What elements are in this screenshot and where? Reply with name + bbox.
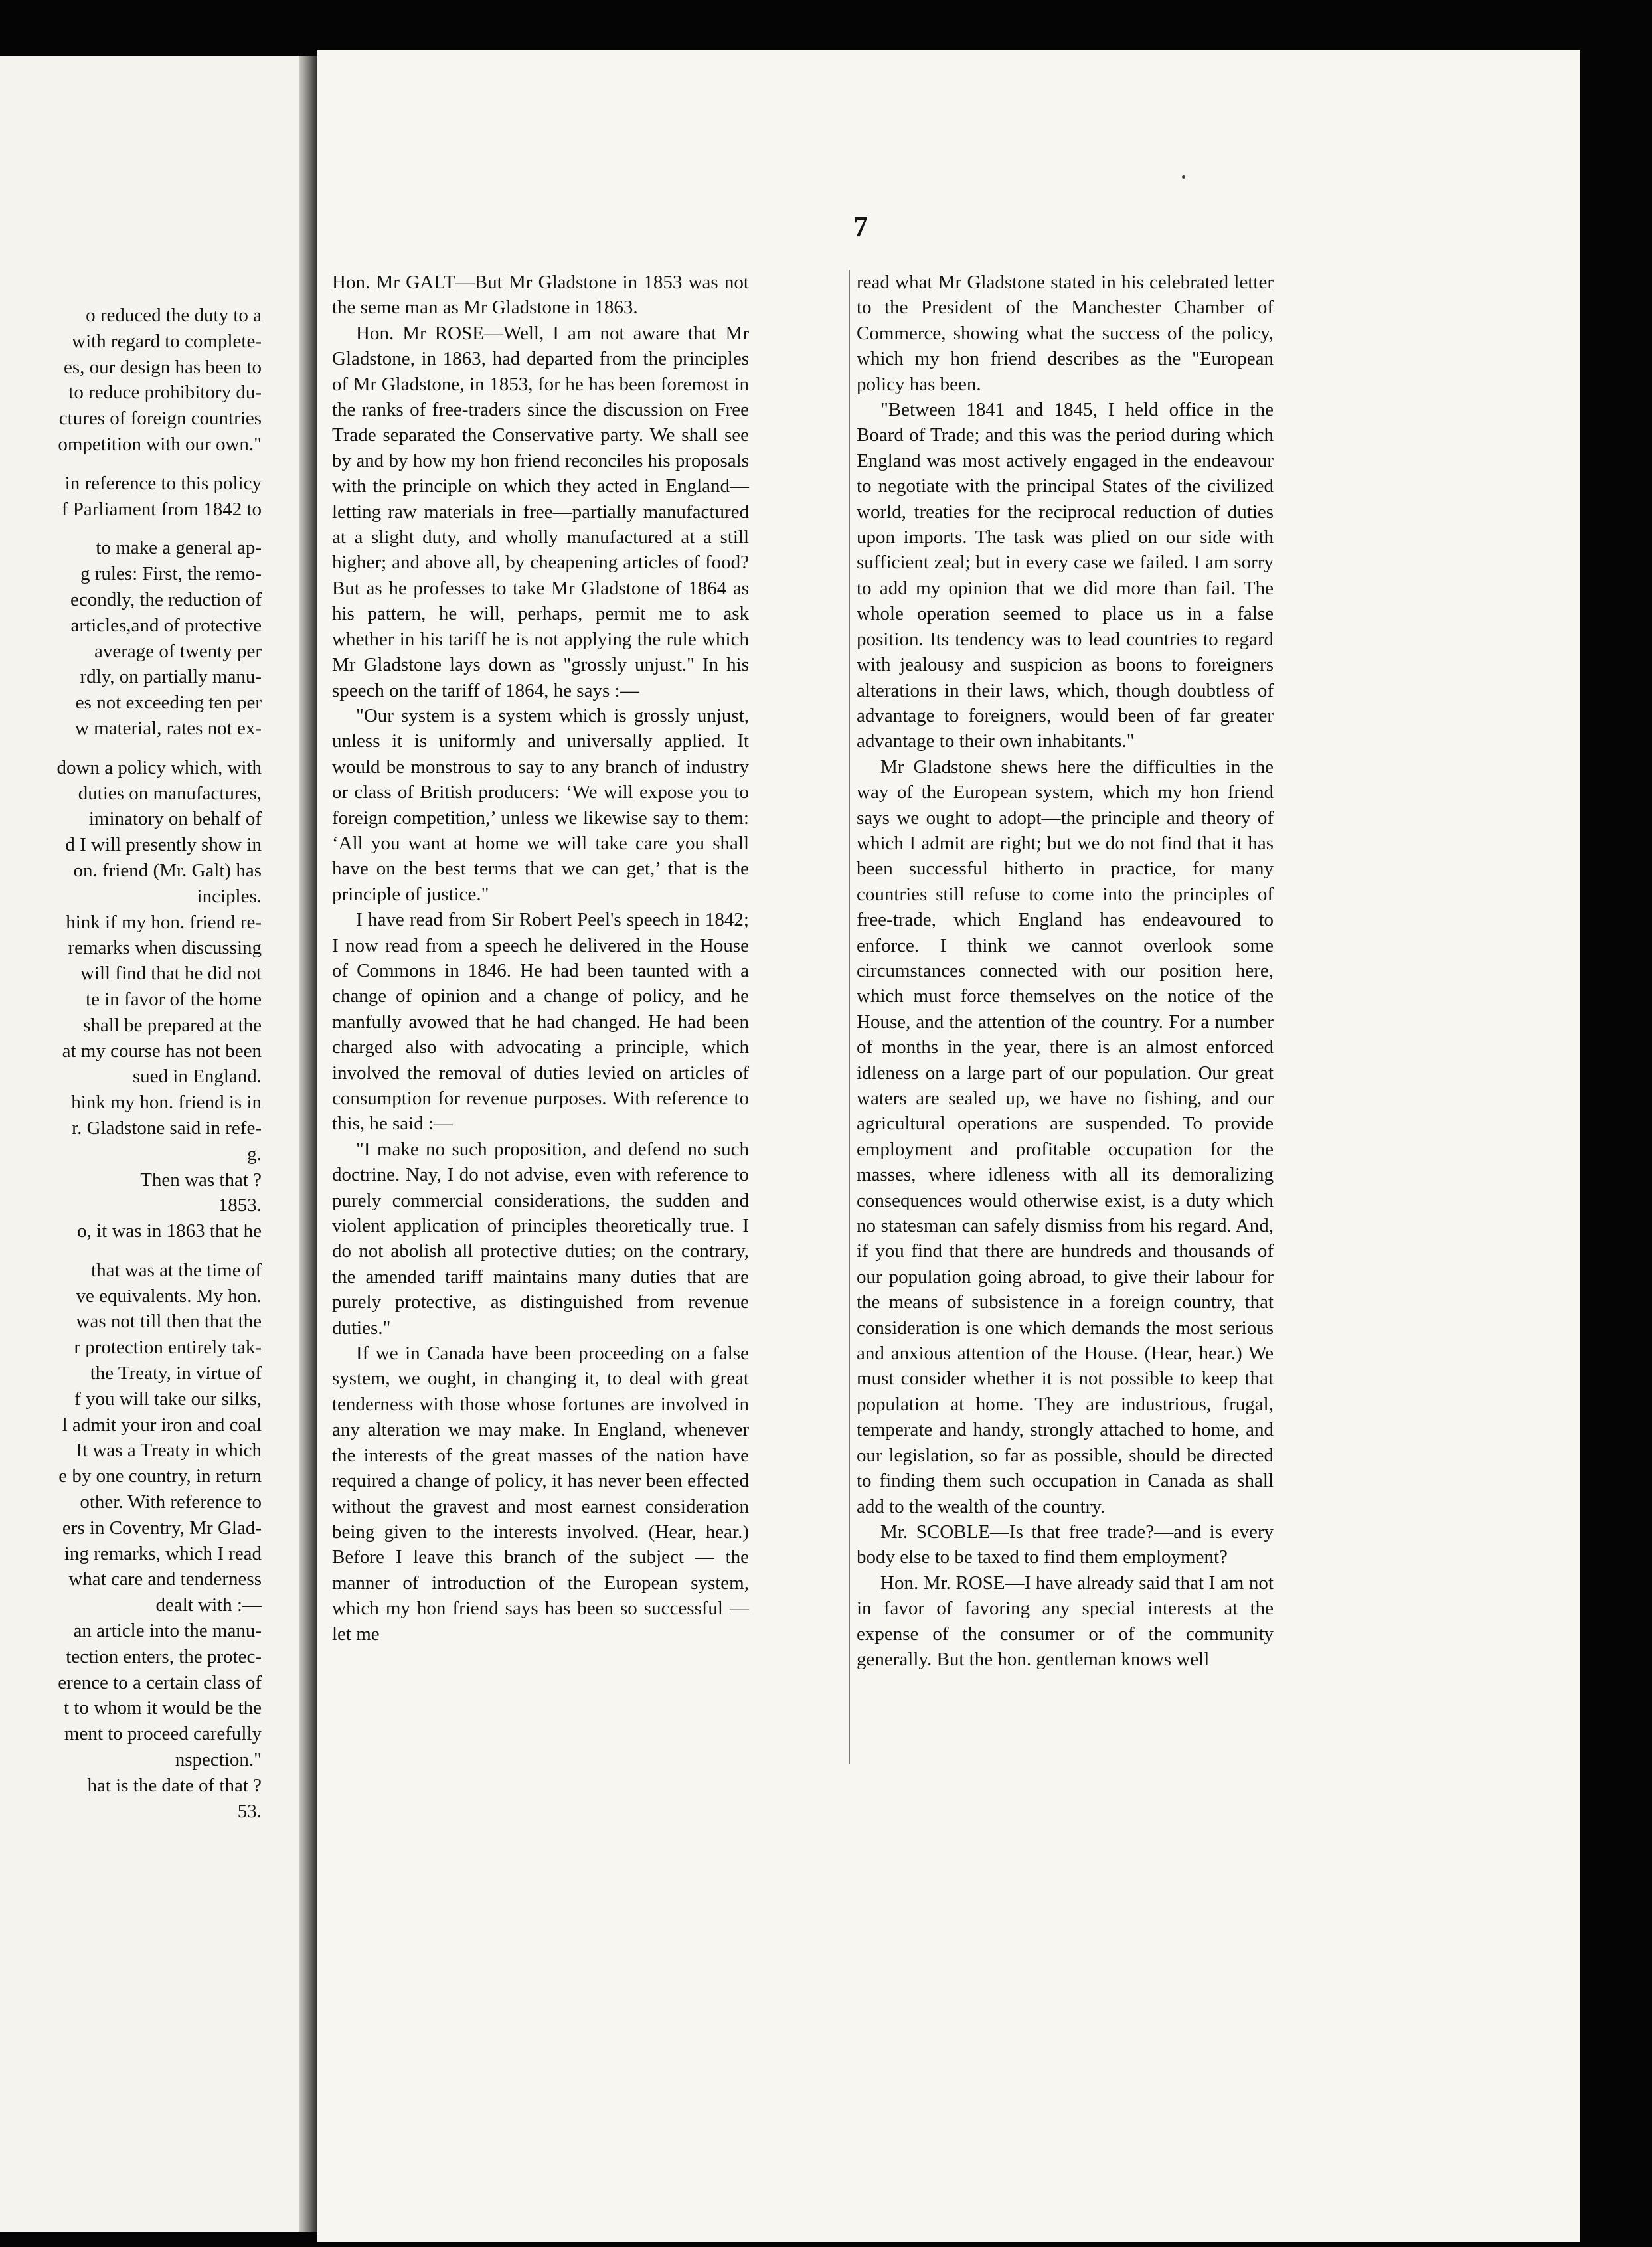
left-page-line: Then was that ? xyxy=(140,1169,262,1191)
left-page-line: hat is the date of that ? xyxy=(87,1774,262,1796)
left-page-line: 53. xyxy=(237,1800,262,1822)
left-page-line: with regard to complete- xyxy=(72,330,262,352)
column-divider xyxy=(849,270,850,1764)
book-gutter xyxy=(299,56,317,2232)
left-page-line: remarks when discussing xyxy=(68,937,262,959)
left-page-line: sued in England. xyxy=(132,1066,262,1088)
left-page-line: o, it was in 1863 that he xyxy=(77,1220,262,1242)
page-number: 7 xyxy=(853,210,868,243)
left-page-text-column xyxy=(0,303,262,1824)
paragraph-scoble: Mr. SCOBLE—Is that free trade?—and is every body else to be taxed to find them employment? xyxy=(857,1521,1274,1568)
left-page-line xyxy=(0,522,262,535)
left-page-line: the Treaty, in virtue of xyxy=(90,1363,262,1384)
left-page-line: te in favor of the home xyxy=(86,988,262,1010)
left-page-line: other. With reference to xyxy=(80,1491,262,1513)
left-page-line: o reduced the duty to a xyxy=(86,305,262,326)
left-page-line: will find that he did not xyxy=(80,963,262,985)
left-page-line: ment to proceed carefully xyxy=(64,1723,262,1745)
left-page-line xyxy=(0,458,262,471)
left-page-line: duties on manufactures, xyxy=(78,782,262,804)
left-page-line: erence to a certain class of xyxy=(58,1671,262,1693)
left-page-line: was not till then that the xyxy=(76,1311,262,1333)
left-page-line: 1853. xyxy=(218,1195,262,1216)
text-column-left xyxy=(332,270,749,1647)
quote-gladstone-1864: "Our system is a system which is grossly unjust, unless it is uniformly and universally applied. It would be monstrous to say to any branch of industry or class of British producers: ‘We will expose you to foreign competition,’ unless we likewise say to them: ‘All you want at home we will take care you shall have on the best terms that we can get,’ that is the principle of justice." xyxy=(332,705,749,905)
left-page-line: ompetition with our own." xyxy=(58,433,262,455)
left-page-line: at my course has not been xyxy=(62,1040,262,1062)
left-page-line: to reduce prohibitory du- xyxy=(68,382,262,404)
paragraph-european-system: Mr Gladstone shews here the difficulties in the way of the European system, which my hon friend says we ought to adopt—the principle and theory of which I admit are right; but we do not find that it has been successful hitherto in practice, for many countries still refuse to come into the principles of free-trade, which England has endeavoured to enforce. I think we cannot overlook some circumstances connected with our position here, which must force themselves on the notice of the House, and the attention of the country. For a number of months in the year, there is an almost enforced idleness on a large part of our population. Our great waters are sealed up, we have no fishing, and our agricultural operations are suspended. To provide employment and profitable occupation for the masses, where idleness with all its demoralizing consequences would otherwise exist, is a duty which no statesman can safely dismiss from his regard. And, if you find that there are hundreds and thousands of our population going abroad, to give their labour for the means of subsistence in a foreign country, that consideration is one which demands the most serious and anxious attention of the House. (Hear, hear.) We must consider whether it is not possible to keep that population at home. They are industrious, frugal, temperate and handy, strongly attached to home, and our legislation, so far as possible, should be directed to finding them such occupation in Canada as shall add to the wealth of the country. xyxy=(857,756,1274,1517)
paragraph-peel-1846: I have read from Sir Robert Peel's speech in 1842; I now read from a speech he delivered in the House of Commons in 1846. He had been taunted with a change of opinion and a change of policy, and he manfully avowed that he had changed. He had been charged also with advocating a principle, which involved the removal of duties levied on articles of consumption for revenue purposes. With reference to this, he said :— xyxy=(332,909,749,1135)
left-page-line xyxy=(0,742,262,755)
left-page-line: articles,and of protective xyxy=(70,614,262,636)
left-page-line: an article into the manu- xyxy=(73,1620,262,1642)
left-page-line: w material, rates not ex- xyxy=(74,717,262,739)
text-column-right xyxy=(857,270,1274,1672)
left-page-line: to make a general ap- xyxy=(96,537,262,559)
left-page xyxy=(0,56,315,2232)
quote-peel: "I make no such proposition, and defend no such doctrine. Nay, I do not advise, even with reference to purely commercial considerations, the sudden and violent application of principles theoretically true. I do not abolish all protective duties; on the contrary, the amended tariff maintains many duties that are purely protective, as distinguished from revenue duties." xyxy=(332,1138,749,1339)
left-page-line: It was a Treaty in which xyxy=(76,1440,262,1461)
left-page-line: f Parliament from 1842 to xyxy=(61,498,262,520)
left-page-line: down a policy which, with xyxy=(56,756,262,778)
left-page-line: es, our design has been to xyxy=(64,356,262,378)
left-page-line: f you will take our silks, xyxy=(74,1388,262,1410)
paragraph-rose-reply: Hon. Mr ROSE—Well, I am not aware that Mr Gladstone, in 1863, had departed from the principles of Mr Gladstone, in 1853, for he has been foremost in the ranks of free-traders since the discussion on Free Trade separated the Conservative party. We shall see by and by how my hon friend reconciles his proposals with the principle on which they acted in England—letting raw materials in free—partially manufactured at a slight duty, and wholly manufactured at a still higher; and above all, by cheapening articles of food? But as he professes to take Mr Gladstone of 1864 as his pattern, he will, perhaps, permit me to ask whether in his tariff he is not applying the rule which Mr Gladstone lays down as "grossly unjust." In his speech on the tariff of 1864, he says :— xyxy=(332,322,749,701)
left-page-line: what care and tenderness xyxy=(68,1568,262,1590)
left-page-line: ctures of foreign countries xyxy=(58,408,262,430)
quote-board-of-trade: "Between 1841 and 1845, I held office in the Board of Trade; and this was the period during which England was most actively engaged in the endeavour to negotiate with the principal States of the civilized world, treaties for the reciprocal reduction of duties upon imports. The task was plied on our side with sufficient zeal; but in every case we failed. I am sorry to add my opinion that we did more than fail. The whole operation seemed to place us in a false position. Its tendency was to lead countries to regard with jealousy and suspicion as boons to foreigners alterations in their laws, which, though doubtless of advantage to foreigners, would been of far greater advantage to their own inhabitants." xyxy=(857,399,1274,752)
paragraph-canada-system: If we in Canada have been proceeding on a false system, we ought, in changing it, to deal with great tenderness with those whose fortunes are involved in any alteration we may make. In England, whenever the interests of the great masses of the nation have required a change of policy, it has never been effected without the gravest and most earnest consideration being given to the interests involved. (Hear, hear.) Before I leave this branch of the subject — the manner of introduction of the European system, which my hon friend says has been so successful — let me xyxy=(332,1343,749,1645)
left-page-line: on. friend (Mr. Galt) has xyxy=(73,859,262,881)
paper-speck xyxy=(1182,175,1185,179)
right-page xyxy=(317,50,1580,2242)
left-page-line: inciples. xyxy=(197,885,262,907)
left-page-line: tection enters, the protec- xyxy=(66,1645,262,1667)
left-page-line: g rules: First, the remo- xyxy=(80,563,262,585)
paragraph-gladstone-letter: read what Mr Gladstone stated in his celebrated letter to the President of the Manchester Chamber of Commerce, showing what the success of the policy, which my hon friend describes as the "European policy has been. xyxy=(857,272,1274,395)
left-page-line: ers in Coventry, Mr Glad- xyxy=(62,1517,262,1539)
left-page-line: in reference to this policy xyxy=(64,472,262,494)
left-page-line: r protection entirely tak- xyxy=(74,1337,262,1359)
left-page-line: d I will presently show in xyxy=(65,834,262,856)
left-page-line: average of twenty per xyxy=(94,640,262,662)
left-page-line: hink if my hon. friend re- xyxy=(66,911,262,933)
left-page-line: g. xyxy=(247,1143,262,1165)
left-page-line: hink my hon. friend is in xyxy=(71,1092,262,1114)
paragraph-rose-final: Hon. Mr. ROSE—I have already said that I am not in favor of favoring any special interests at the expense of the consumer or of the community generally. But the hon. gentleman knows well xyxy=(857,1572,1274,1670)
left-page-line: dealt with :— xyxy=(155,1594,262,1616)
left-page-line: ing remarks, which I read xyxy=(64,1542,262,1564)
left-page-line xyxy=(0,1244,262,1258)
left-page-line: es not exceeding ten per xyxy=(75,692,262,714)
left-page-line: rdly, on partially manu- xyxy=(80,666,262,688)
left-page-line: econdly, the reduction of xyxy=(70,588,262,610)
left-page-line: e by one country, in return xyxy=(58,1465,262,1487)
left-page-line: r. Gladstone said in refe- xyxy=(72,1117,262,1139)
left-page-line: ve equivalents. My hon. xyxy=(76,1285,262,1307)
left-page-line: l admit your iron and coal xyxy=(62,1414,262,1436)
left-page-line: shall be prepared at the xyxy=(83,1014,262,1036)
left-page-line: that was at the time of xyxy=(91,1259,262,1281)
left-page-line: t to whom it would be the xyxy=(63,1697,262,1719)
left-page-line: iminatory on behalf of xyxy=(88,808,262,830)
paragraph-galt: Hon. Mr GALT—But Mr Gladstone in 1853 was not the seme man as Mr Gladstone in 1863. xyxy=(332,272,749,319)
left-page-line: nspection." xyxy=(175,1749,262,1771)
